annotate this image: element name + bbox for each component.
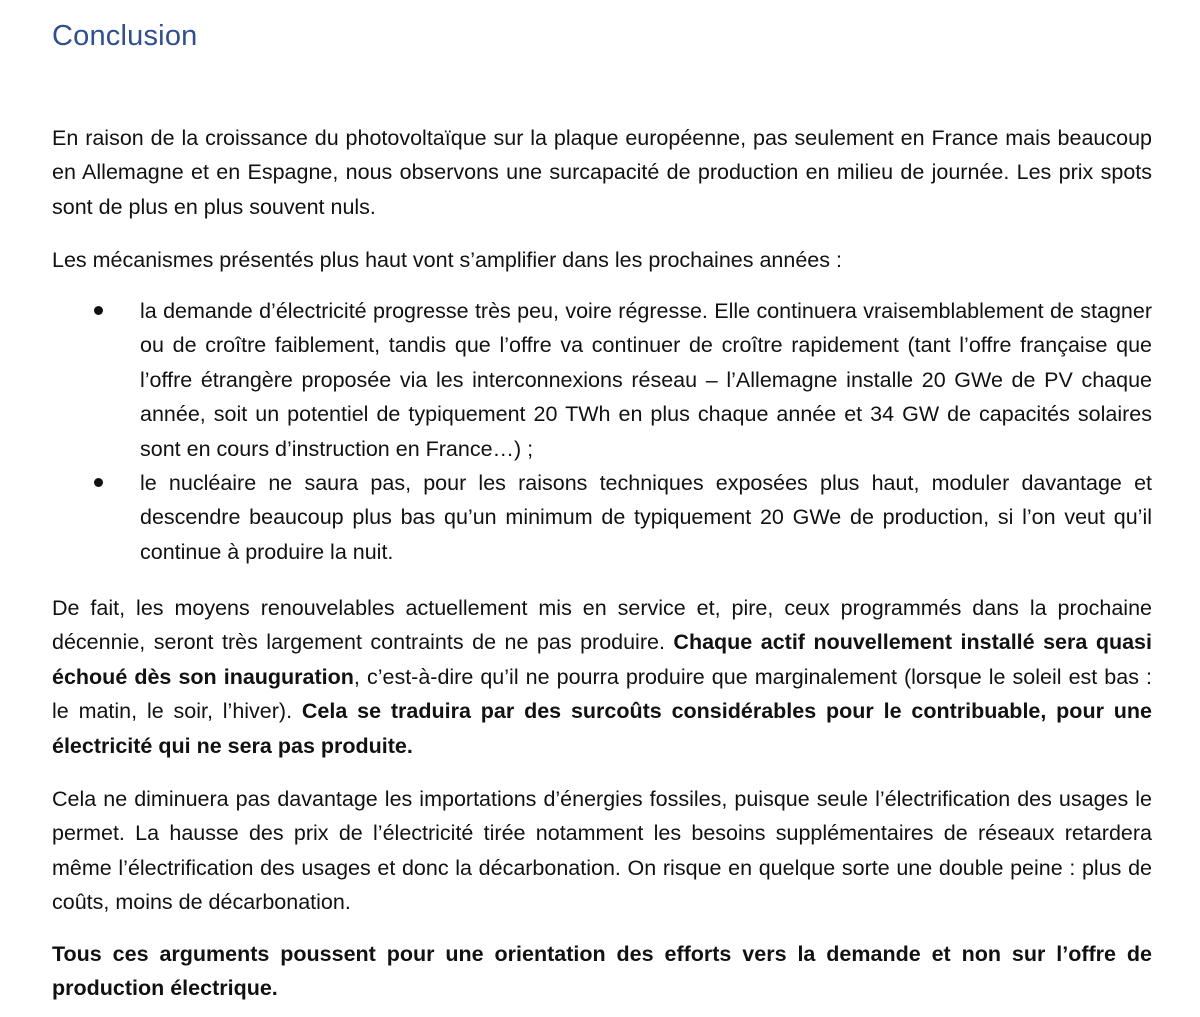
bullet-item-nuclear <box>52 466 1152 569</box>
paragraph-consequences <box>52 591 1152 763</box>
paragraph-text: , c’est-à-dire qu’il ne pourra produire que marginalement (lorsque le soleil est bas : le matin, le soir, l’hiver). <box>52 664 1153 724</box>
paragraph-mechanisms: Les mécanismes présentés plus haut vont s’amplifier dans les prochaines années : <box>52 248 842 272</box>
bullet-text: la demande d’électricité progresse très peu, voire régresse. Elle continuera vraisemblablement de stagner ou de croître faiblement, tandis que l’offre va continuer de croître rapidement (tant l’offre française que l’offre étrangère proposée via les interconnexions réseau – l’Allemagne installe 20 GWe de PV chaque année, soit un potentiel de typiquement 20 TWh en plus chaque année et 34 GW de capacités solaires sont en cours d’instruction en France…) ; <box>140 299 1152 461</box>
bullet-list <box>52 294 1152 569</box>
paragraph-text: De fait, les moyens renouvelables actuellement mis en service et, pire, ceux programmés dans la prochaine décennie, seront très largement contraints de ne pas produire. <box>52 596 1152 655</box>
bullet-dot-icon <box>94 306 103 315</box>
emphasis-stranded-assets: Chaque actif nouvellement installé sera quasi échoué dès son inauguration <box>52 630 1152 689</box>
paragraph-intro: En raison de la croissance du photovoltaïque sur la plaque européenne, pas seulement en France mais beaucoup en Allemagne et en Espagne, nous observons une surcapacité de production en milieu de journée. Les prix spots sont de plus en plus souvent nuls. <box>52 126 1152 219</box>
bullet-dot-icon <box>94 478 103 487</box>
paragraph-fossil-imports: Cela ne diminuera pas davantage les importations d’énergies fossiles, puisque seule l’électrification des usages le permet. La hausse des prix de l’électricité tirée notamment les besoins supplémentaires de réseaux retardera même l’électrification des usages et donc la décarbonation. On risque en quelque sorte une double peine : plus de coûts, moins de décarbonation. <box>52 787 1152 915</box>
emphasis-extra-costs: Cela se traduira par des surcoûts considérables pour le contribuable, pour une électricité qui ne sera pas produite. <box>52 699 1152 758</box>
emphasis-final: Tous ces arguments poussent pour une orientation des efforts vers la demande et non sur l’offre de production électrique. <box>52 942 1152 1001</box>
bullet-item-demand <box>52 294 1152 466</box>
bullet-text: le nucléaire ne saura pas, pour les raisons techniques exposées plus haut, moduler davantage et descendre beaucoup plus bas qu’un minimum de typiquement 20 GWe de production, si l’on veut qu’il continue à produire la nuit. <box>140 471 1152 564</box>
paragraph-final-argument <box>52 937 1152 1006</box>
section-heading: Conclusion <box>52 20 198 52</box>
